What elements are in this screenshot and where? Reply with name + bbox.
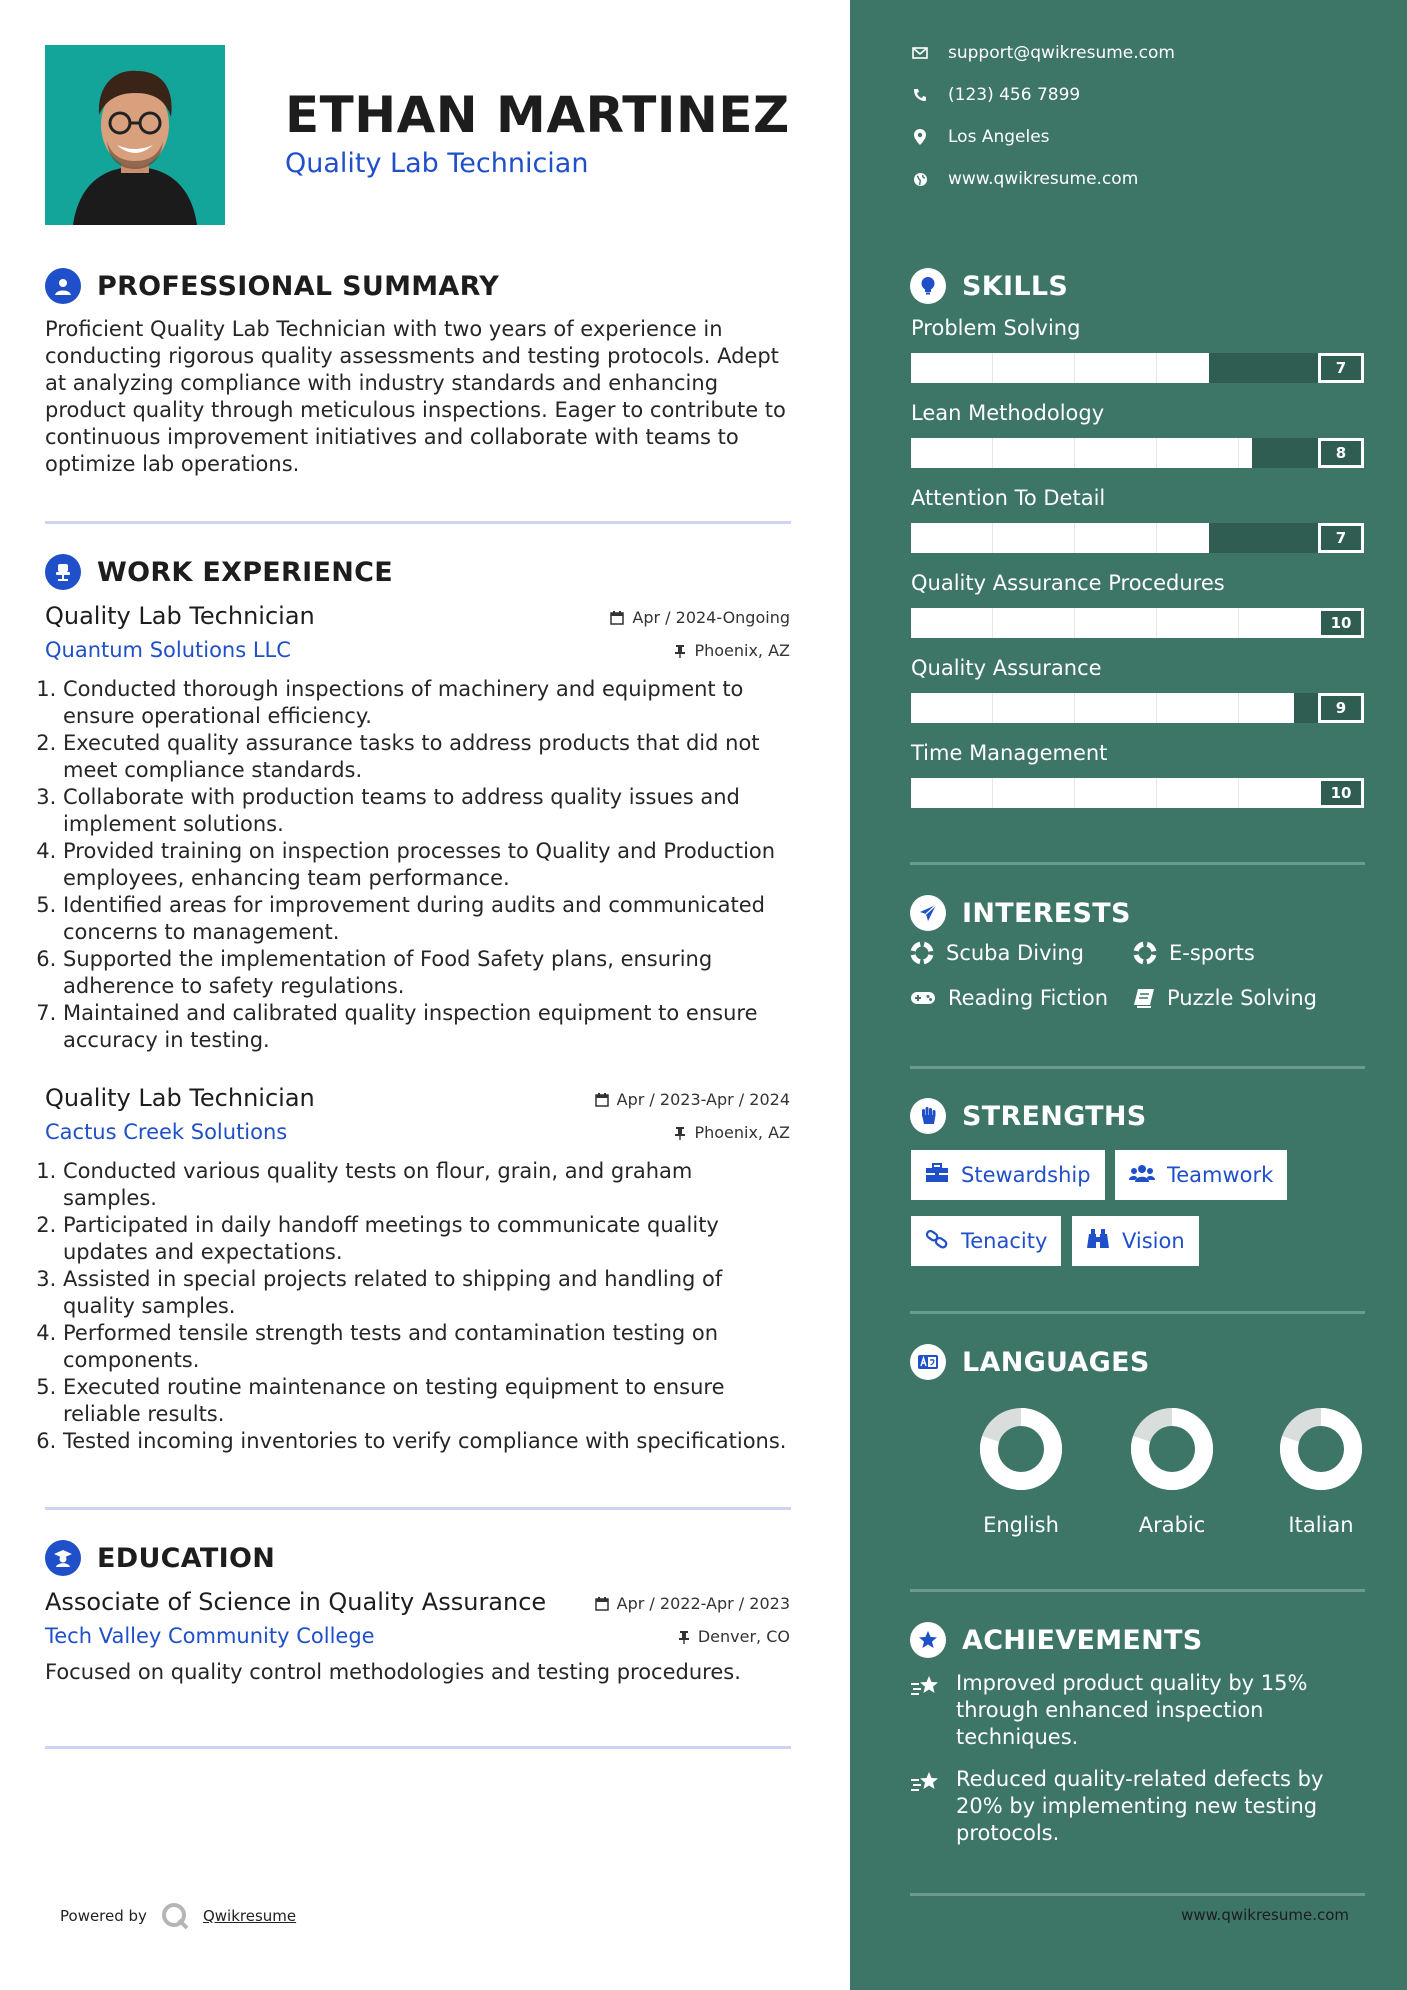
interests-header <box>910 895 1131 931</box>
binoculars-icon <box>1086 1228 1110 1255</box>
strength-label: Tenacity <box>961 1229 1048 1253</box>
job-entry <box>45 602 790 1054</box>
interest-item <box>910 986 1108 1010</box>
strengths-header <box>910 1098 1147 1134</box>
interest-label: Reading Fiction <box>948 986 1109 1010</box>
contact-email-text: support@qwikresume.com <box>948 43 1175 63</box>
duty-item: 2. Executed quality assurance tasks to address products that did not meet compliance standards. <box>63 730 790 784</box>
calendar-icon <box>595 1093 609 1107</box>
contact-phone-text: (123) 456 7899 <box>948 85 1081 105</box>
calendar-icon <box>595 1597 609 1611</box>
fist-icon <box>910 1098 946 1134</box>
skill-level-fill <box>911 353 1209 383</box>
office-chair-icon <box>45 554 81 590</box>
achievement-text: Reduced quality-related defects by 20% by implementing new testing protocols. <box>956 1767 1324 1845</box>
section-divider <box>910 1066 1365 1069</box>
experience-title: WORK EXPERIENCE <box>97 556 393 588</box>
candidate-role: Quality Lab Technician <box>285 148 589 179</box>
education-location-text: Denver, CO <box>697 1627 790 1646</box>
job-title: Quality Lab Technician <box>45 1084 315 1112</box>
footer-website: www.qwikresume.com <box>1181 1906 1349 1924</box>
duty-item: 6. Tested incoming inventories to verify compliance with specifications. <box>63 1428 790 1455</box>
skill-level-fill <box>911 523 1209 553</box>
summary-text: Proficient Quality Lab Technician with two years of experience in conducting rigorous quality assessments and testing protocols. Adept at analyzing compliance with industry standards and enhancing product quality through meticulous inspections. Eager to contribute to continuous improvement initiatives and collaborate with teams to optimize lab operations. <box>45 317 786 476</box>
experience-header <box>45 552 790 592</box>
section-divider <box>45 1746 791 1749</box>
section-divider <box>910 1311 1365 1314</box>
contact-location <box>910 127 1050 147</box>
calendar-icon <box>610 611 624 625</box>
star-badge-icon <box>910 1622 946 1658</box>
duty-item: 3. Assisted in special projects related to shipping and handling of quality samples. <box>63 1266 790 1320</box>
achievements-title: ACHIEVEMENTS <box>962 1624 1203 1656</box>
book-icon <box>1133 988 1155 1008</box>
education-entry <box>45 1588 790 1684</box>
skill-name: Attention To Detail <box>911 486 1106 510</box>
skill-level-bar <box>911 608 1364 638</box>
interest-item <box>1133 986 1317 1010</box>
section-divider <box>910 862 1365 865</box>
duty-item: 1. Conducted various quality tests on flour, grain, and graham samples. <box>63 1158 790 1212</box>
strength-label: Vision <box>1122 1229 1185 1253</box>
education-date <box>595 1594 790 1613</box>
school-name: Tech Valley Community College <box>45 1624 375 1648</box>
strength-label: Teamwork <box>1167 1163 1274 1187</box>
language-level-ring <box>979 1407 1063 1491</box>
profile-photo <box>45 45 225 225</box>
section-divider <box>45 521 791 524</box>
language-label: Arabic <box>1138 1513 1206 1537</box>
skill-level-fill <box>911 778 1364 808</box>
skill-level-value: 8 <box>1318 438 1364 468</box>
avatar <box>45 45 225 225</box>
interest-label: E-sports <box>1169 941 1255 965</box>
summary-header <box>45 266 790 306</box>
education-date-text: Apr / 2022-Apr / 2023 <box>616 1594 790 1613</box>
skill-level-fill <box>911 608 1364 638</box>
lifebuoy-icon <box>1133 941 1157 965</box>
graduate-icon <box>45 1540 81 1576</box>
education-header <box>45 1538 790 1578</box>
duty-item: 7. Maintained and calibrated quality inspection equipment to ensure accuracy in testing. <box>63 1000 790 1054</box>
translate-icon <box>910 1344 946 1380</box>
language-label: English <box>983 1513 1059 1537</box>
powered-by-label: Powered by <box>60 1907 147 1925</box>
education-section <box>45 1538 790 1684</box>
job-date-text: Apr / 2023-Apr / 2024 <box>616 1090 790 1109</box>
globe-icon <box>910 172 930 187</box>
skill-level-value: 10 <box>1318 608 1364 638</box>
experience-section <box>45 552 790 1455</box>
duty-item: 5. Identified areas for improvement during audits and communicated concerns to management. <box>63 892 790 946</box>
education-title: EDUCATION <box>97 1542 276 1574</box>
degree-title: Associate of Science in Quality Assurance <box>45 1588 547 1616</box>
skills-title: SKILLS <box>962 270 1069 302</box>
job-title: Quality Lab Technician <box>45 602 315 630</box>
skill-level-value: 7 <box>1318 353 1364 383</box>
job-location <box>674 1123 790 1142</box>
map-marker-icon <box>910 129 930 145</box>
skill-name: Quality Assurance <box>911 656 1102 680</box>
pin-icon <box>674 1126 686 1140</box>
language-label: Italian <box>1288 1513 1354 1537</box>
duty-item: 4. Provided training on inspection processes to Quality and Production employees, enhancing team performance. <box>63 838 790 892</box>
job-location-text: Phoenix, AZ <box>694 641 790 660</box>
pin-icon <box>674 644 686 658</box>
briefcase-icon <box>925 1163 949 1188</box>
achievement-text: Improved product quality by 15% through enhanced inspection techniques. <box>956 1671 1308 1749</box>
skill-level-fill <box>911 693 1294 723</box>
skill-level-bar <box>911 353 1364 383</box>
user-icon <box>45 268 81 304</box>
skill-level-bar <box>911 778 1364 808</box>
job-date <box>610 608 790 627</box>
summary-section <box>45 266 790 478</box>
skill-level-bar <box>911 438 1364 468</box>
qwikresume-link[interactable]: Qwikresume <box>202 1907 297 1925</box>
job-entry <box>45 1084 790 1455</box>
contact-website-text: www.qwikresume.com <box>948 169 1139 189</box>
candidate-name: ETHAN MARTINEZ <box>285 86 790 144</box>
interest-item <box>1133 941 1255 965</box>
qwikresume-logo-icon <box>161 1902 189 1930</box>
contact-website <box>910 169 1138 189</box>
language-item <box>1271 1407 1371 1537</box>
achievement-item <box>910 1766 1350 1847</box>
skill-name: Time Management <box>911 741 1108 765</box>
shooting-star-icon <box>910 1766 942 1847</box>
job-date <box>595 1090 790 1109</box>
powered-by <box>60 1902 296 1930</box>
sidebar <box>850 0 1407 1990</box>
languages-header <box>910 1344 1150 1380</box>
strength-tag <box>1072 1216 1199 1266</box>
skill-level-value: 9 <box>1318 693 1364 723</box>
skill-name: Quality Assurance Procedures <box>911 571 1225 595</box>
achievements-header <box>910 1622 1203 1658</box>
strength-tag <box>911 1216 1061 1266</box>
interest-item <box>910 941 1084 965</box>
users-icon <box>1129 1163 1155 1188</box>
lightbulb-icon <box>910 268 946 304</box>
gamepad-icon <box>910 989 936 1007</box>
achievement-item <box>910 1670 1350 1751</box>
lifebuoy-icon <box>910 941 934 965</box>
job-location-text: Phoenix, AZ <box>694 1123 790 1142</box>
job-company: Cactus Creek Solutions <box>45 1120 288 1144</box>
summary-title: PROFESSIONAL SUMMARY <box>97 270 500 302</box>
envelope-icon <box>910 47 930 59</box>
section-divider <box>910 1589 1365 1592</box>
interest-label: Scuba Diving <box>946 941 1084 965</box>
section-divider <box>910 1893 1365 1896</box>
job-date-text: Apr / 2024-Ongoing <box>632 608 790 627</box>
education-description: Focused on quality control methodologies and testing procedures. <box>45 1660 741 1684</box>
language-level-ring <box>1279 1407 1363 1491</box>
duty-item: 1. Conducted thorough inspections of machinery and equipment to ensure operational efficiency. <box>63 676 790 730</box>
strength-label: Stewardship <box>961 1163 1091 1187</box>
job-location <box>674 641 790 660</box>
duty-item: 4. Performed tensile strength tests and contamination testing on components. <box>63 1320 790 1374</box>
interest-label: Puzzle Solving <box>1167 986 1317 1010</box>
strength-tag <box>911 1150 1105 1200</box>
job-duties <box>45 676 790 1054</box>
phone-icon <box>910 88 930 102</box>
skill-name: Lean Methodology <box>911 401 1105 425</box>
languages-title: LANGUAGES <box>962 1346 1150 1378</box>
language-item <box>971 1407 1071 1537</box>
interests-title: INTERESTS <box>962 897 1131 929</box>
contact-phone <box>910 85 1080 105</box>
contact-email <box>910 43 1175 63</box>
language-level-ring <box>1130 1407 1214 1491</box>
paper-plane-icon <box>910 895 946 931</box>
strength-tag <box>1115 1150 1287 1200</box>
section-divider <box>45 1507 791 1510</box>
duty-item: 5. Executed routine maintenance on testing equipment to ensure reliable results. <box>63 1374 790 1428</box>
contact-location-text: Los Angeles <box>948 127 1050 147</box>
pin-icon <box>678 1630 690 1644</box>
education-location <box>678 1627 790 1646</box>
job-duties <box>45 1158 790 1455</box>
skill-level-value: 7 <box>1318 523 1364 553</box>
duty-item: 3. Collaborate with production teams to address quality issues and implement solutions. <box>63 784 790 838</box>
duty-item: 2. Participated in daily handoff meetings to communicate quality updates and expectations. <box>63 1212 790 1266</box>
language-item <box>1122 1407 1222 1537</box>
job-company: Quantum Solutions LLC <box>45 638 291 662</box>
shooting-star-icon <box>910 1670 942 1751</box>
skill-level-bar <box>911 693 1364 723</box>
skill-level-bar <box>911 523 1364 553</box>
skill-name: Problem Solving <box>911 316 1081 340</box>
skill-level-value: 10 <box>1318 778 1364 808</box>
skill-level-fill <box>911 438 1252 468</box>
strengths-title: STRENGTHS <box>962 1100 1147 1132</box>
link-icon <box>925 1229 949 1254</box>
skills-header <box>910 268 1068 304</box>
duty-item: 6. Supported the implementation of Food Safety plans, ensuring adherence to safety regulations. <box>63 946 790 1000</box>
